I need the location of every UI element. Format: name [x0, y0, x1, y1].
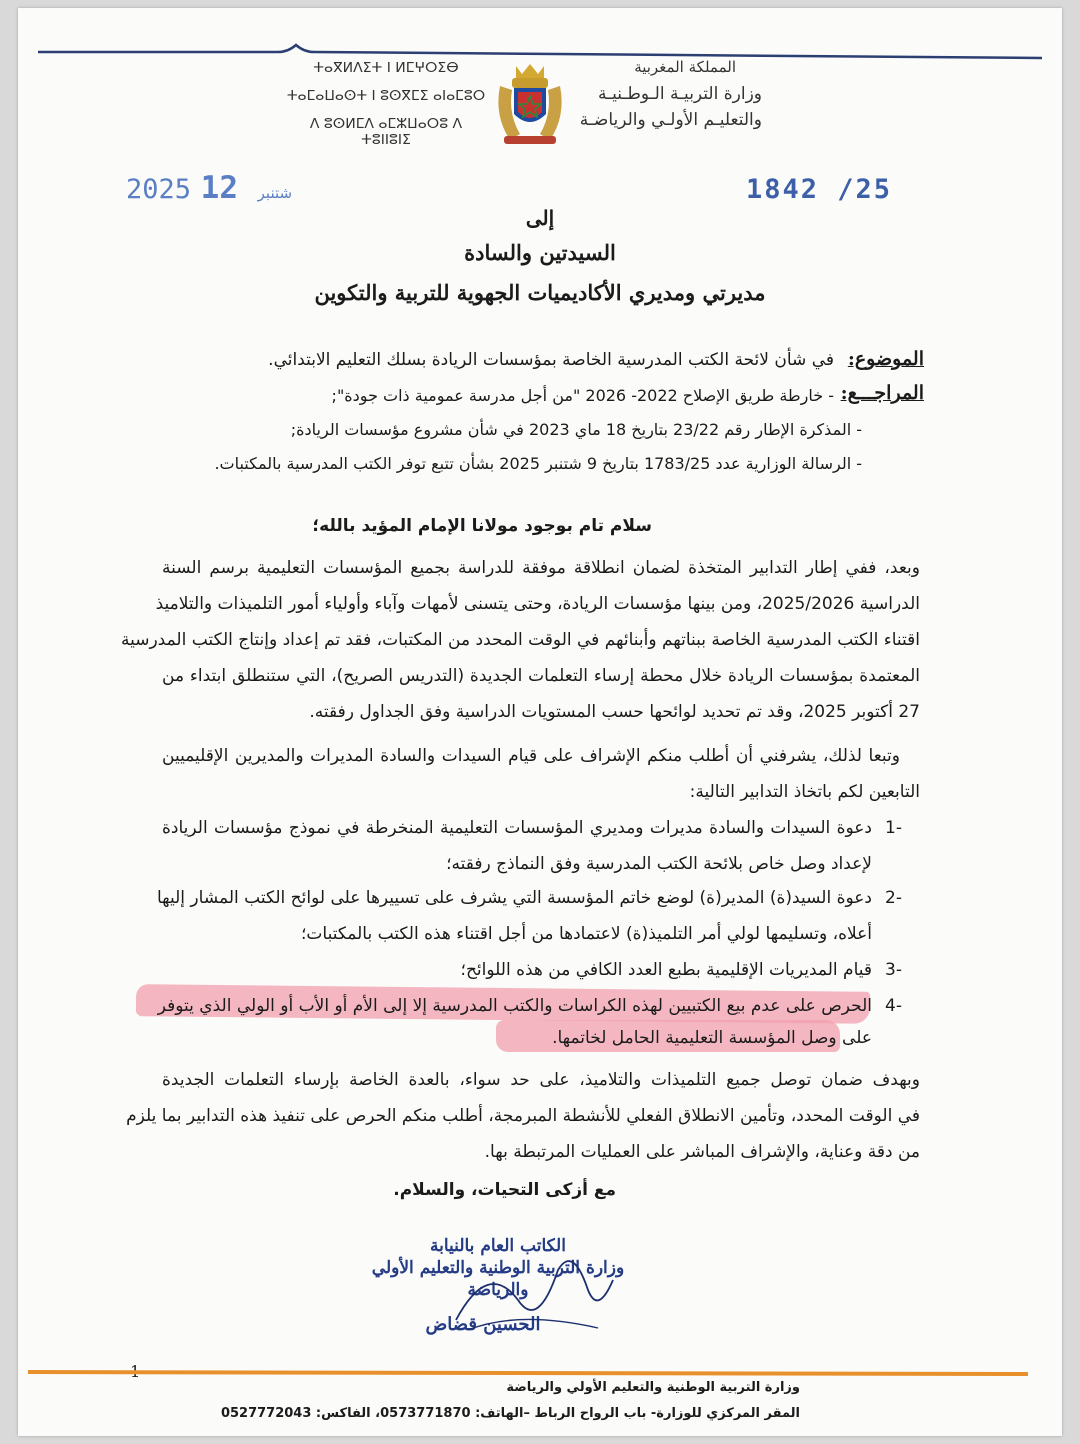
subject-text: في شأن لائحة الكتب المدرسية الخاصة بمؤسسات الريادة بسلك التعليم الابتدائي. [268, 350, 834, 370]
reference-number-stamp: 1842 /25 [746, 174, 893, 205]
stamp-year: 2025 [126, 174, 192, 205]
closing: مع أزكى التحيات، والسلام. [393, 1180, 616, 1200]
p3-line-3: من دقة وعناية، والإشراف المباشر على العمليات المرتبطة بها. [484, 1142, 920, 1162]
header-tf-3: ⴷ ⵓⵙⵍⵎⴷ ⴰⵎⵣⵡⴰⵔⵓ ⴷ ⵜⵓⵏⵏⵓⵏⵉ [309, 116, 463, 148]
stamp-month: شتنبر [257, 184, 293, 202]
p1-line-3: اقتناء الكتب المدرسية الخاصة ببناتهم وأبنائهم في الوقت المحدد من المكتبات، فقد تم إعداد وإنتاج الكتب المدرسية [120, 630, 920, 650]
item-2-number: 2- [885, 888, 902, 908]
item-4-number: 4- [885, 996, 902, 1016]
item-3-number: 3- [885, 960, 902, 980]
p3-line-1: وبهدف ضمان توصل جميع التلميذات والتلاميذ، على حد سواء، بالعدة الخاصة بإرساء التعلمات الجديدة [162, 1070, 920, 1090]
signature-title: الكاتب العام بالنيابة [430, 1236, 566, 1256]
stamp-day: 12 [200, 170, 238, 206]
reference-3: - الرسالة الوزارية عدد 1783/25 بتاريخ 9 شتنبر 2025 بشأن تتبع توفر الكتب المدرسية بالمكتبات. [214, 454, 862, 473]
reference-2: - المذكرة الإطار رقم 23/22 بتاريخ 18 ماي 2023 في شأن مشروع مؤسسات الريادة; [290, 420, 862, 439]
ministry-header-ar [562, 58, 762, 130]
handwritten-signature [448, 1240, 618, 1340]
reference-1: - خارطة طريق الإصلاح 2022- 2026 "من أجل مدرسة عمومية ذات جودة"; [331, 386, 834, 405]
letter-page [18, 8, 1062, 1436]
p1-line-1: وبعد، ففي إطار التدابير المتخذة لضمان انطلاقة موفقة للدراسة بجميع المؤسسات التعليمية برسم السنة [162, 558, 920, 578]
subject-label: الموضوع: [847, 348, 924, 370]
footer-rule [28, 1366, 1028, 1380]
header-tf-2: ⵜⴰⵎⴰⵡⴰⵙⵜ ⵏ ⵓⵙⴳⵎⵉ ⴰⵏⴰⵎⵓⵔ [286, 88, 486, 104]
p2-line-1: وتبعا لذلك، يشرفني أن أطلب منكم الإشراف على قيام السيدات والسادة المديرات والمديرين الإقليميين [162, 746, 900, 766]
p3-line-2: في الوقت المحدد، وتأمين الانطلاق الفعلي للأنشطة المبرمجة، أطلب منكم الحرص على تنفيذ هذه التدابير بما يلزم [126, 1106, 920, 1126]
p2-line-2: التابعين لكم باتخاذ التدابير التالية: [689, 782, 920, 802]
p1-line-5: 27 أكتوبر 2025، وقد تم تحديد لوائحها حسب المستويات الدراسية وفق الجداول رفقته. [309, 702, 920, 722]
footer-ministry: وزارة التربية الوطنية والتعليم الأولي والرياضة [506, 1380, 800, 1395]
item-1-line-2: لإعداد وصل خاص بلائحة الكتب المدرسية وفق النماذج رفقته؛ [446, 854, 872, 874]
signatory-name: الحسين قضاض [425, 1314, 541, 1335]
greeting: سلام تام بوجود مولانا الإمام المؤيد بالله؛ [312, 516, 652, 536]
p1-line-2: الدراسية 2025/2026، ومن بينها مؤسسات الريادة، وحتى يتسنى لأمهات وآباء وأولياء أمور التلميذات والتلاميذ [155, 594, 920, 614]
header-ar-1: المملكة المغربية [634, 58, 736, 76]
item-3-line-1: قيام المديريات الإقليمية بطبع العدد الكافي من هذه اللوائح؛ [460, 960, 872, 980]
page-number: 1 [130, 1362, 141, 1381]
date-stamp [126, 170, 302, 206]
footer-address: المقر المركزي للوزارة- باب الرواح الرباط –الهاتف: 0573771870، الفاكس: 0527772043 [220, 1406, 800, 1421]
item-4-line-1: الحرص على عدم بيع الكتبيين لهذه الكراسات والكتب المدرسية إلا إلى الأم أو الأب أو الولي الذي يتوفر [157, 996, 872, 1016]
item-2-line-2: أعلاه، وتسليمها لولي أمر التلميذ(ة) لاعتمادها من أجل اقتناء هذه الكتب بالمكتبات؛ [301, 924, 872, 944]
addressee-line2: مديرتي ومديري الأكاديميات الجهوية للتربية والتكوين [314, 280, 766, 305]
addressee-to: إلى [525, 206, 555, 230]
item-1-line-1: دعوة السيدات والسادة مديرات ومديري المؤسسات التعليمية المنخرطة في نموذج مؤسسات الريادة [162, 818, 872, 838]
header-ar-3: والتعليـم الأولـي والرياضـة [579, 110, 762, 130]
header-ar-2: وزارة التربيـة الـوطـنيـة [598, 84, 762, 104]
item-1-number: 1- [885, 818, 902, 838]
ministry-header-tifinagh [286, 60, 486, 148]
signature-ministry: وزارة التربية الوطنية والتعليم الأولي [371, 1258, 625, 1278]
item-2-line-1: دعوة السيد(ة) المدير(ة) لوضع خاتم المؤسسة التي يشرف على تسييرها على لوائح الكتب المشار إليها [156, 888, 872, 908]
signature-ministry-2: والرياضة [467, 1280, 529, 1300]
p1-line-4: المعتمدة بمؤسسات الريادة خلال محطة إرساء التعلمات الجديدة (التدريس الصريح)، التي ستنطلق ابتداء من [162, 666, 920, 686]
addressee-line1: السيدتين والسادة [464, 240, 616, 265]
coat-of-arms-emblem [490, 56, 570, 148]
item-4-line-2: على وصل المؤسسة التعليمية الحامل لخاتمها. [552, 1028, 872, 1048]
header-tf-1: ⵜⴰⴳⵍⴷⵉⵜ ⵏ ⵍⵎⵖⵔⵉⴱ [313, 60, 459, 76]
references-label: المراجـــع: [840, 382, 924, 404]
